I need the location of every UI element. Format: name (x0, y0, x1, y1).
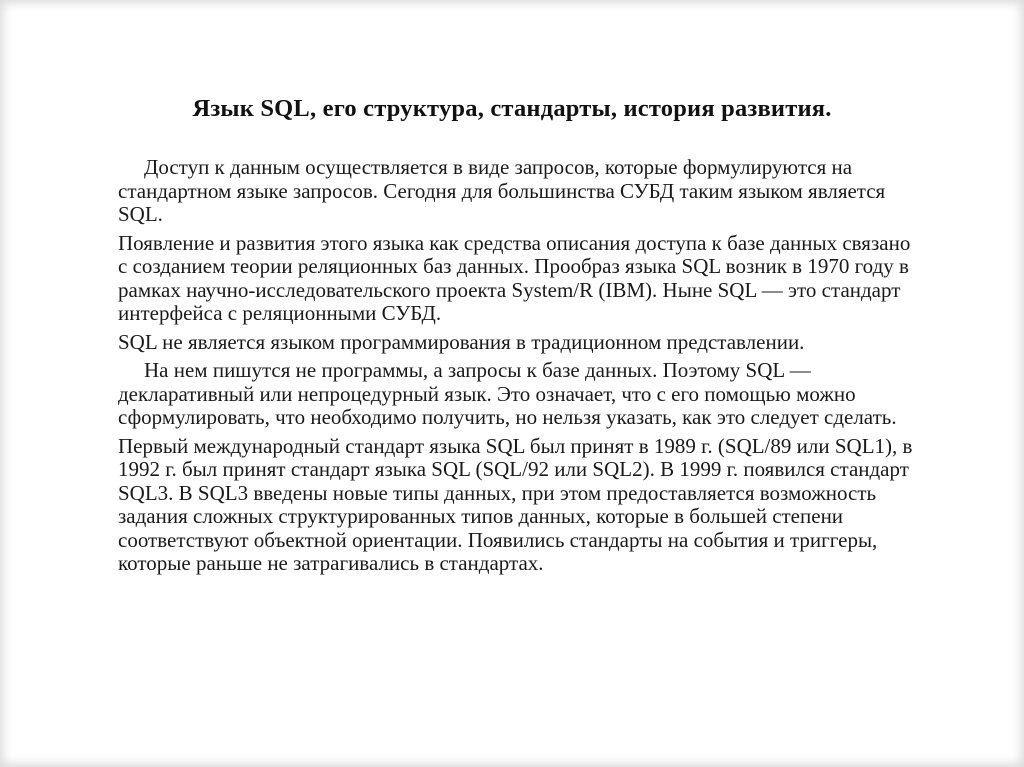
paragraph-data-access: Доступ к данным осуществляется в виде запросов, которые формулируются на стандартном языке запросов. Сегодня для большинства СУБД таким языком является SQL. (118, 155, 886, 226)
slide-title: Язык SQL, его структура, стандарты, история развития. (192, 95, 832, 122)
paragraph-sql-origin: Появление и развития этого языка как средства описания доступа к базе данных связано с созданием теории реляционных баз данных. Прообраз языка SQL возник в 1970 году в рамках научно-исследовательского проекта System/R (IBM). Ныне SQL — это стандарт интерфейса с реляционными СУБД. (118, 230, 911, 325)
paragraph-standards-history: Первый международный стандарт языка SQL был принят в 1989 г. (SQL/89 или SQL1), в 1992 г. был принят стандарт языка SQL (SQL/92 или SQL2). В 1999 г. появился стандарт SQL3. В SQL3 введены новые типы данных, при этом предоставляется возможность задания сложных структурированных типов данных, которые в большей степени соответствуют объектной ориентации. Появились стандарты на события и триггеры, которые раньше не затрагивались в стандартах. (118, 433, 913, 575)
paragraph-not-programming-language: SQL не является языком программирования в традиционном представлении. (118, 329, 805, 354)
paragraph-declarative: На нем пишутся не программы, а запросы к базе данных. Поэтому SQL — декларативный или непроцедурный язык. Это означает, что с его помощью можно сформулировать, что необходимо получить, но нельзя указать, как это следует сделать. (118, 358, 897, 429)
slide-body (118, 156, 918, 581)
